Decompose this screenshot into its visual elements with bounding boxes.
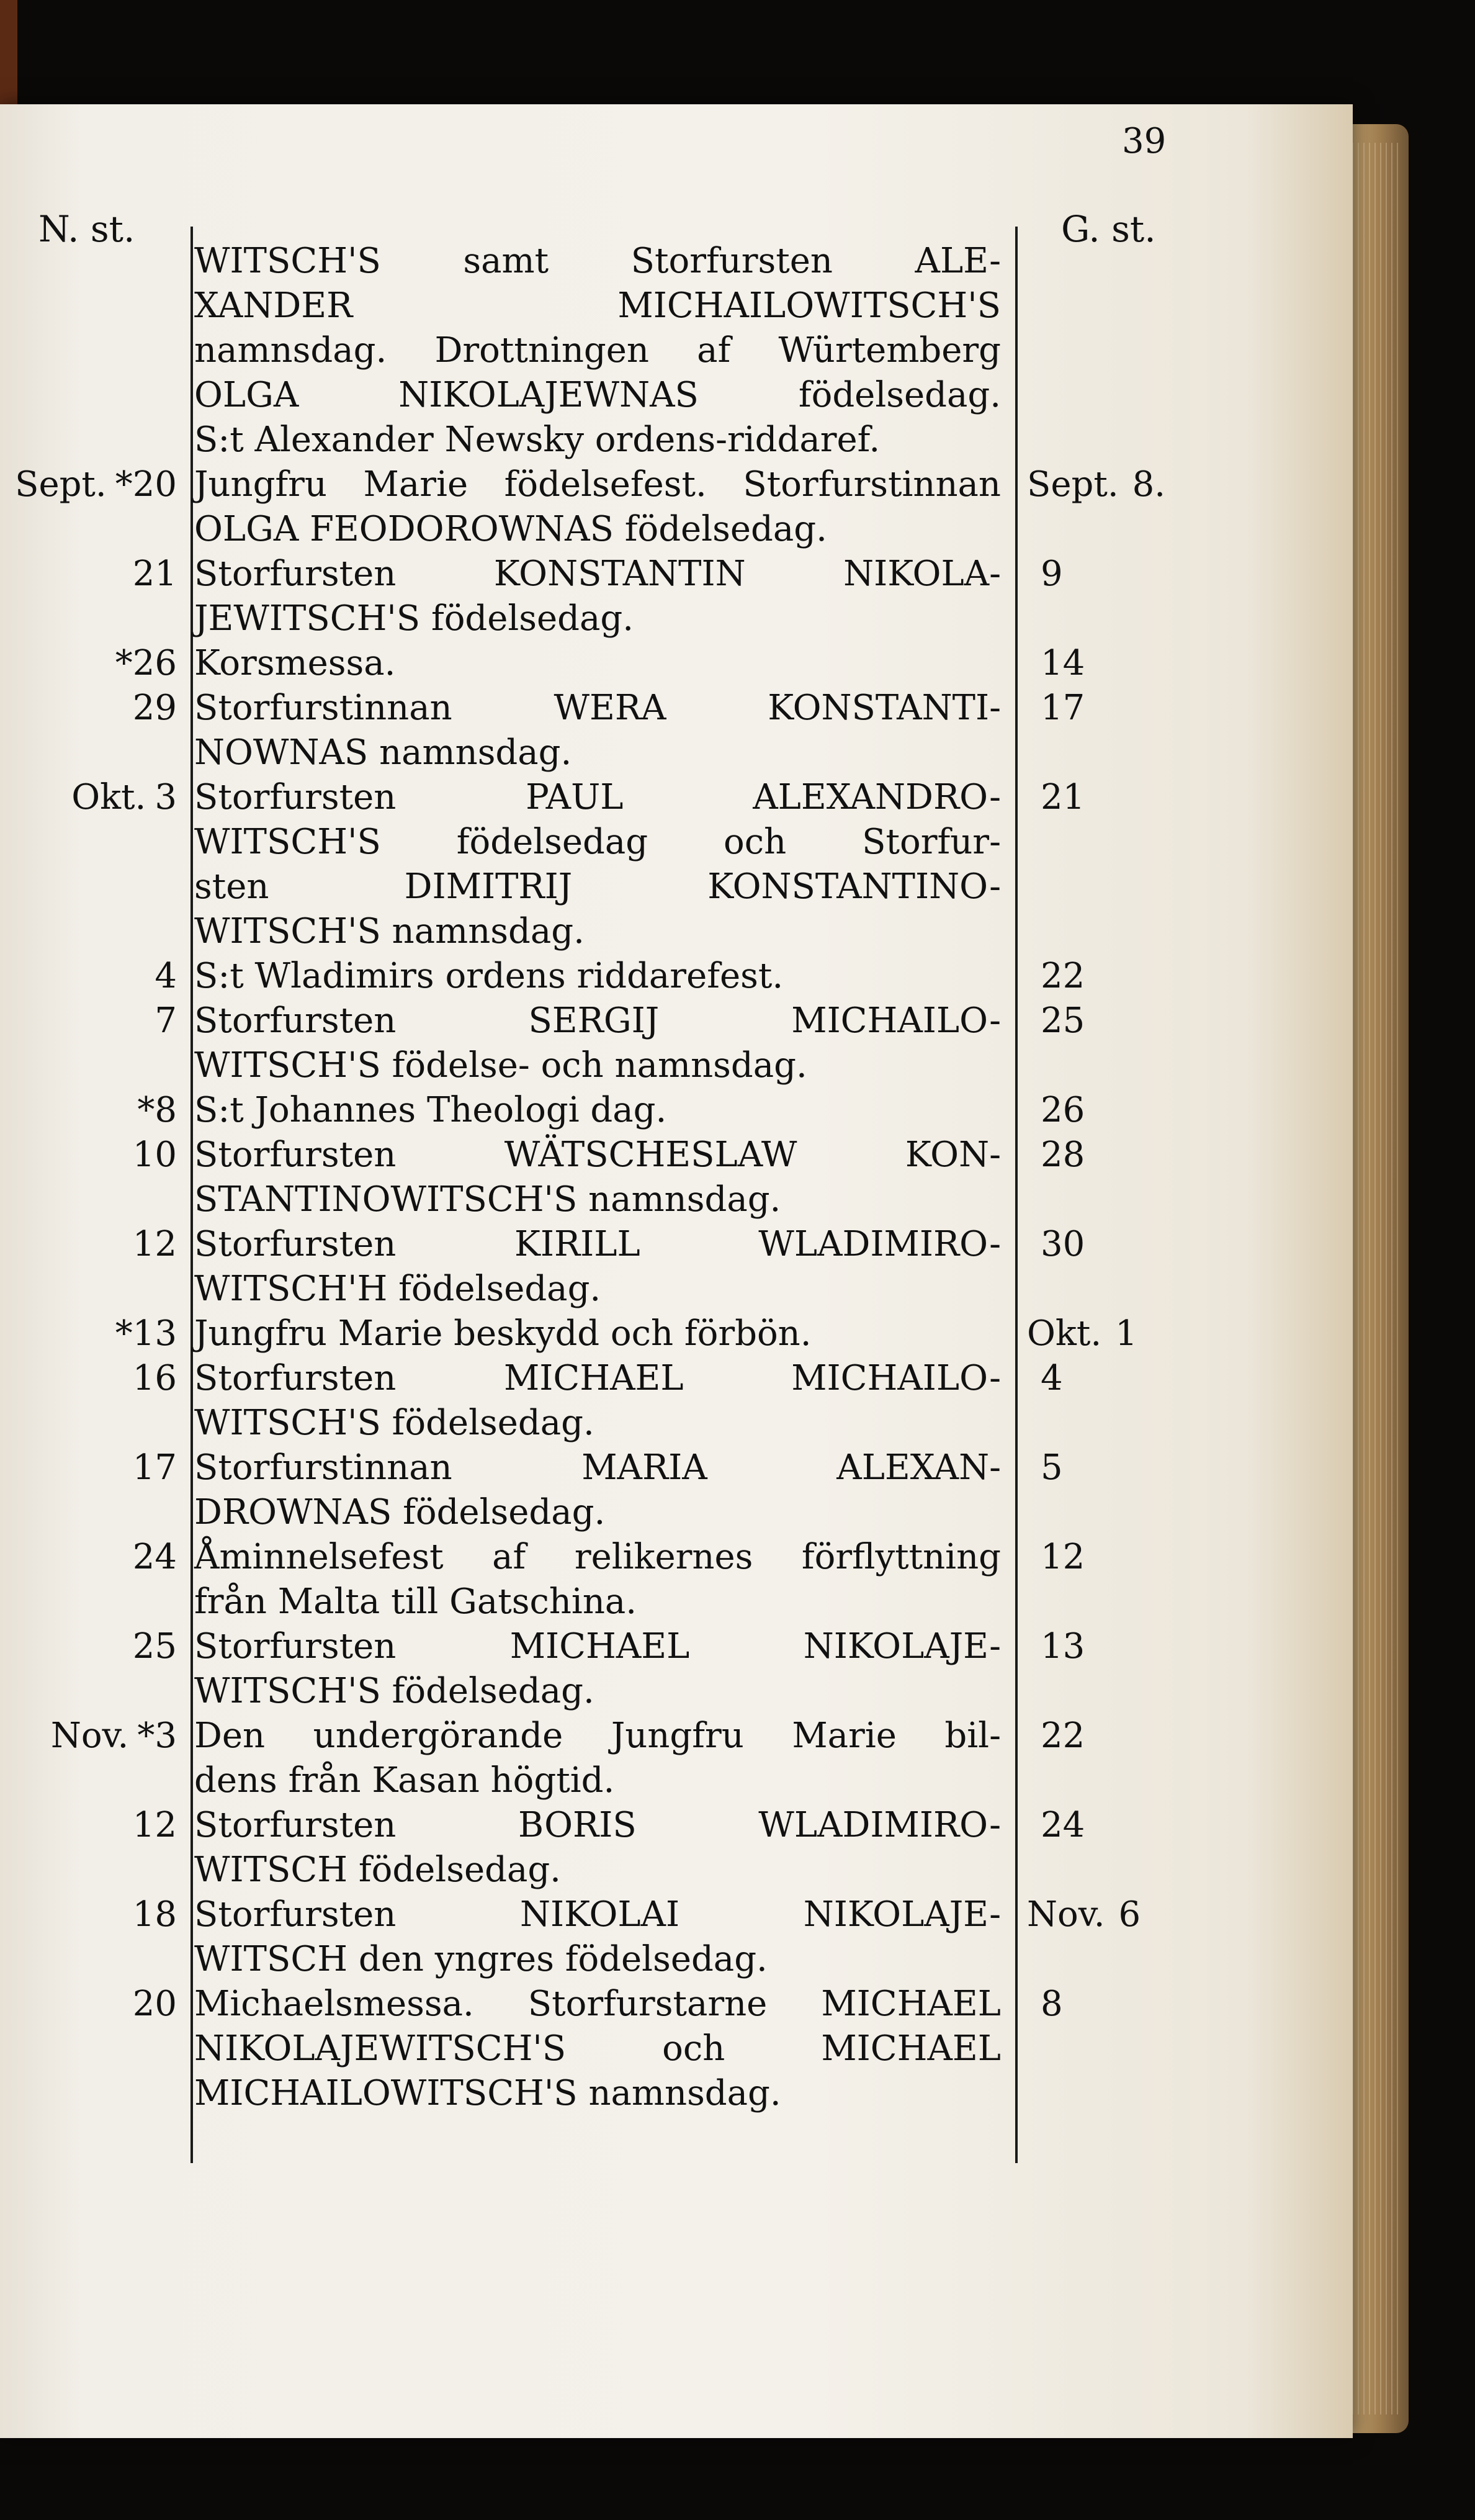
calendar-entries	[0, 239, 1241, 2116]
entry-text-line: NIKOLAJEWITSCH'S och MICHAEL	[194, 2028, 1001, 2069]
entry-text	[191, 1714, 1001, 1803]
old-style-date	[1001, 686, 1213, 731]
old-style-date	[1001, 1803, 1213, 1848]
entry-text-line: WITSCH födelsedag.	[194, 1850, 561, 1890]
old-style-date	[1001, 1714, 1213, 1758]
entry-text	[191, 1446, 1001, 1535]
new-style-date	[0, 954, 191, 999]
entry-text	[191, 1624, 1001, 1714]
entry-text	[191, 552, 1001, 641]
old-style-month	[1027, 1135, 1041, 1175]
new-style-month	[146, 1001, 155, 1041]
old-style-day: 14	[1041, 643, 1085, 683]
old-style-date	[1001, 1133, 1213, 1177]
new-style-day: 29	[132, 688, 177, 728]
entry-text-line: sten DIMITRIJ KONSTANTINO-	[194, 866, 1001, 907]
new-style-date	[0, 1088, 191, 1133]
entry-text-line: OLGA NIKOLAJEWNAS födelsedag.	[194, 375, 1001, 415]
entry-text-line: WITSCH'S samt Storfursten ALE-	[194, 241, 1001, 281]
entry-text-line: WITSCH'S födelse- och namnsdag.	[194, 1045, 807, 1086]
new-style-day: 24	[132, 1537, 177, 1577]
old-style-day: 30	[1041, 1224, 1085, 1264]
old-style-date	[1001, 775, 1213, 820]
calendar-entry	[0, 1133, 1241, 1222]
calendar-entry	[0, 1892, 1241, 1982]
calendar-entry	[0, 1222, 1241, 1312]
new-style-date	[0, 462, 191, 507]
new-style-day: *13	[115, 1313, 177, 1354]
old-style-day: 8	[1041, 1984, 1063, 2024]
new-style-date	[0, 239, 191, 284]
entry-text-line: dens från Kasan högtid.	[194, 1760, 615, 1801]
old-style-date	[1001, 1356, 1213, 1401]
old-style-month: Sept.	[1027, 464, 1119, 505]
new-style-date	[0, 1133, 191, 1177]
old-style-date	[1001, 462, 1213, 507]
entry-text-line: OLGA FEODOROWNAS födelsedag.	[194, 509, 827, 549]
new-style-day: 12	[132, 1224, 177, 1264]
old-style-day: 26	[1041, 1090, 1085, 1130]
calendar-entry	[0, 462, 1241, 552]
new-style-date	[0, 1803, 191, 1848]
entry-text	[191, 1312, 1001, 1356]
new-style-day: 10	[132, 1135, 177, 1175]
old-style-day: 24	[1041, 1805, 1085, 1845]
entry-text-line: WITSCH'H födelsedag.	[194, 1269, 601, 1309]
entry-text-line: MICHAILOWITSCH'S namnsdag.	[194, 2073, 781, 2113]
new-style-day: 21	[132, 554, 177, 594]
calendar-entry	[0, 686, 1241, 775]
entry-text-line: STANTINOWITSCH'S namnsdag.	[194, 1179, 781, 1220]
old-style-day: 22	[1041, 956, 1085, 996]
entry-text-line: WITSCH'S födelsedag.	[194, 1403, 594, 1443]
new-style-date	[0, 1892, 191, 1937]
entry-text	[191, 1535, 1001, 1624]
new-style-day: *3	[137, 1716, 177, 1756]
new-style-day: 18	[132, 1894, 177, 1935]
entry-text-line: S:t Johannes Theologi dag.	[194, 1090, 667, 1130]
new-style-date	[0, 1982, 191, 2027]
old-style-day: 9	[1041, 554, 1063, 594]
new-style-day: 20	[132, 1984, 177, 2024]
new-style-day: 12	[132, 1805, 177, 1845]
entry-text-line: Storfursten NIKOLAI NIKOLAJE-	[194, 1894, 1001, 1935]
header-old-style: G. st.	[1061, 208, 1156, 250]
old-style-day: 21	[1041, 777, 1085, 817]
new-style-month	[124, 1626, 133, 1667]
old-style-month	[1027, 956, 1041, 996]
new-style-day: 17	[132, 1447, 177, 1488]
old-style-date	[1001, 239, 1213, 284]
old-style-month	[1027, 1805, 1041, 1845]
new-style-day: 3	[155, 777, 177, 817]
entry-text-line: Den undergörande Jungfru Marie bil-	[194, 1716, 1001, 1756]
old-style-month	[1027, 1447, 1041, 1488]
old-style-day: 22	[1041, 1716, 1085, 1756]
old-style-date	[1001, 1535, 1213, 1580]
entry-text-line: Storfursten WÄTSCHESLAW KON-	[194, 1135, 1001, 1175]
entry-text-line: WITSCH den yngres födelsedag.	[194, 1939, 768, 1979]
entry-text-line: Storfursten KONSTANTIN NIKOLA-	[194, 554, 1001, 594]
new-style-date	[0, 1624, 191, 1669]
new-style-date	[0, 1312, 191, 1356]
entry-text-line: Korsmessa.	[194, 643, 396, 683]
entry-text	[191, 1088, 1001, 1133]
new-style-month	[124, 1224, 133, 1264]
entry-text-line: XANDER MICHAILOWITSCH'S	[194, 286, 1001, 326]
new-style-month	[124, 1358, 133, 1398]
calendar-entry	[0, 1446, 1241, 1535]
entry-text-line: Jungfru Marie beskydd och förbön.	[194, 1313, 812, 1354]
old-style-date	[1001, 1446, 1213, 1490]
entry-text-line: Storfursten BORIS WLADIMIRO-	[194, 1805, 1001, 1845]
old-style-month	[1027, 1001, 1041, 1041]
new-style-day: 25	[132, 1626, 177, 1667]
old-style-date	[1001, 1312, 1213, 1356]
new-style-date	[0, 1535, 191, 1580]
new-style-date	[0, 641, 191, 686]
old-style-day: 5	[1041, 1447, 1063, 1488]
header-new-style: N. st.	[38, 208, 135, 250]
new-style-day: 16	[132, 1358, 177, 1398]
old-style-date	[1001, 1892, 1213, 1937]
new-style-day: 4	[155, 956, 177, 996]
old-style-month	[1027, 1716, 1041, 1756]
old-style-date	[1001, 552, 1213, 596]
old-style-day: 6	[1118, 1894, 1141, 1935]
old-style-month	[1027, 554, 1041, 594]
entry-text	[191, 239, 1001, 462]
new-style-month	[124, 1984, 133, 2024]
entry-text-line: Storfursten PAUL ALEXANDRO-	[194, 777, 1001, 817]
calendar-entry	[0, 1803, 1241, 1892]
old-style-day: 17	[1041, 688, 1085, 728]
entry-text-line: Storfurstinnan MARIA ALEXAN-	[194, 1447, 1001, 1488]
new-style-month	[168, 241, 177, 281]
entry-text-line: WITSCH'S födelsedag.	[194, 1671, 594, 1711]
old-style-month	[1027, 1358, 1041, 1398]
entry-text-line: namnsdag. Drottningen af Würtemberg	[194, 330, 1001, 371]
new-style-date	[0, 1714, 191, 1758]
new-style-month	[124, 688, 133, 728]
calendar-entry	[0, 1982, 1241, 2116]
entry-text	[191, 641, 1001, 686]
entry-text-line: WITSCH'S namnsdag.	[194, 911, 585, 952]
old-style-day: 28	[1041, 1135, 1085, 1175]
new-style-month	[124, 1447, 133, 1488]
calendar-entry	[0, 1312, 1241, 1356]
new-style-month	[107, 643, 115, 683]
new-style-day: 7	[155, 1001, 177, 1041]
new-style-date	[0, 552, 191, 596]
entry-text	[191, 954, 1001, 999]
new-style-day: *20	[115, 464, 177, 505]
calendar-entry	[0, 641, 1241, 686]
old-style-date	[1001, 999, 1213, 1043]
page-edge-texture	[1347, 143, 1402, 2414]
entry-text	[191, 1133, 1001, 1222]
new-style-month	[146, 956, 155, 996]
new-style-month: Sept.	[15, 464, 107, 505]
new-style-month	[124, 1894, 133, 1935]
new-style-date	[0, 1222, 191, 1267]
entry-text	[191, 775, 1001, 954]
new-style-month	[128, 1090, 137, 1130]
calendar-entry	[0, 239, 1241, 462]
old-style-day: 8.	[1132, 464, 1166, 505]
entry-text-line: Storfursten MICHAEL NIKOLAJE-	[194, 1626, 1001, 1667]
entry-text-line: Jungfru Marie födelsefest. Storfurstinnan	[194, 464, 1001, 505]
old-style-date	[1001, 1624, 1213, 1669]
entry-text-line: Åminnelsefest af relikernes förflyttning	[194, 1537, 1001, 1577]
entry-text-line: Storfursten MICHAEL MICHAILO-	[194, 1358, 1001, 1398]
old-style-day: 13	[1041, 1626, 1085, 1667]
old-style-day: 25	[1041, 1001, 1085, 1041]
new-style-month	[107, 1313, 115, 1354]
entry-text-line: NOWNAS namnsdag.	[194, 732, 572, 773]
new-style-day: *26	[115, 643, 177, 683]
entry-text	[191, 1356, 1001, 1446]
entry-text-line: DROWNAS födelsedag.	[194, 1492, 606, 1532]
new-style-month	[124, 554, 133, 594]
calendar-entry	[0, 552, 1241, 641]
calendar-entry	[0, 1356, 1241, 1446]
old-style-month	[1027, 688, 1041, 728]
calendar-entry	[0, 1088, 1241, 1133]
calendar-entry	[0, 1535, 1241, 1624]
old-style-day: 4	[1041, 1358, 1063, 1398]
new-style-date	[0, 1356, 191, 1401]
entry-text-line: Storfursten KIRILL WLADIMIRO-	[194, 1224, 1001, 1264]
new-style-day: *8	[137, 1090, 177, 1130]
entry-text-line: från Malta till Gatschina.	[194, 1582, 637, 1622]
calendar-entry	[0, 999, 1241, 1088]
old-style-month	[1027, 1090, 1041, 1130]
old-style-month	[1027, 1537, 1041, 1577]
entry-text	[191, 999, 1001, 1088]
entry-text-line: Storfursten SERGIJ MICHAILO-	[194, 1001, 1001, 1041]
old-style-month: Okt.	[1027, 1313, 1102, 1354]
new-style-month	[124, 1805, 133, 1845]
entry-text-line: WITSCH'S födelsedag och Storfur-	[194, 822, 1001, 862]
old-style-date	[1001, 1982, 1213, 2027]
old-style-day: 1	[1115, 1313, 1137, 1354]
old-style-month	[1027, 777, 1041, 817]
new-style-date	[0, 999, 191, 1043]
calendar-entry	[0, 1624, 1241, 1714]
entry-text	[191, 1892, 1001, 1982]
entry-text-line: Storfurstinnan WERA KONSTANTI-	[194, 688, 1001, 728]
new-style-date	[0, 1446, 191, 1490]
old-style-month	[1027, 643, 1041, 683]
page-number: 39	[1122, 121, 1167, 161]
calendar-entry	[0, 954, 1241, 999]
new-style-date	[0, 775, 191, 820]
entry-text-line: Michaelsmessa. Storfurstarne MICHAEL	[194, 1984, 1001, 2024]
old-style-month	[1027, 1626, 1041, 1667]
old-style-date	[1001, 641, 1213, 686]
calendar-entry	[0, 1714, 1241, 1803]
entry-text-line: JEWITSCH'S födelsedag.	[194, 598, 634, 639]
old-style-date	[1001, 954, 1213, 999]
entry-text	[191, 1222, 1001, 1312]
new-style-month: Okt.	[71, 777, 146, 817]
entry-text	[191, 1803, 1001, 1892]
old-style-date	[1001, 1222, 1213, 1267]
old-style-day: 12	[1041, 1537, 1085, 1577]
calendar-entry	[0, 775, 1241, 954]
new-style-month	[124, 1537, 133, 1577]
old-style-month	[1027, 241, 1041, 281]
old-style-month	[1027, 1224, 1041, 1264]
entry-text-line: S:t Alexander Newsky ordens-riddaref.	[194, 420, 881, 460]
entry-text	[191, 686, 1001, 775]
old-style-date	[1001, 1088, 1213, 1133]
new-style-month	[124, 1135, 133, 1175]
entry-text-line: S:t Wladimirs ordens riddarefest.	[194, 956, 784, 996]
entry-text	[191, 462, 1001, 552]
old-style-month	[1027, 1984, 1041, 2024]
old-style-month: Nov.	[1027, 1894, 1105, 1935]
entry-text	[191, 1982, 1001, 2116]
new-style-month: Nov.	[50, 1716, 129, 1756]
new-style-date	[0, 686, 191, 731]
